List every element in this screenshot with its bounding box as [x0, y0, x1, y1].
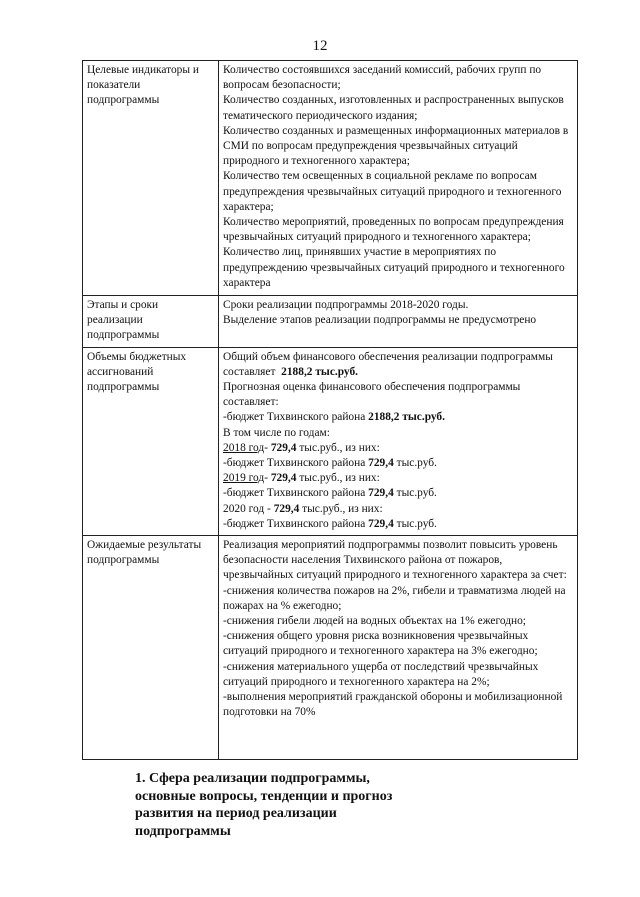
funding-year-budget-amount: 729,4 — [368, 517, 394, 530]
section-heading-line: развития на период реализации — [135, 806, 337, 821]
funding-year-suffix: тыс.руб., из них: — [299, 502, 383, 515]
row-content-stages — [219, 296, 578, 348]
row-content-results — [219, 536, 578, 760]
table-row-stages — [83, 296, 578, 348]
list-item: Количество лиц, принявших участие в мероприятиях по предупреждению чрезвычайных ситуаций природного и техногенного характера — [223, 246, 565, 289]
section-heading-line: подпрограммы — [135, 823, 231, 839]
list-item: Количество мероприятий, проведенных по вопросам предупреждения чрезвычайных ситуаций природного и техногенного характера; — [223, 216, 564, 244]
funding-year-amount: 729,4 — [270, 441, 297, 454]
list-item: Реализация мероприятий подпрограммы позволит повысить уровень безопасности населения Тихвинского района от пожаров, чрезвычайных ситуаций природного и техногенного характера за счет: — [223, 539, 567, 582]
section-heading-line: 1. Сфера реализации подпрограммы, — [135, 771, 370, 786]
funding-year-label: 2018 год — [223, 441, 265, 454]
page-number: 12 — [312, 38, 328, 54]
list-item: Количество тем освещенных в социальной рекламе по вопросам предупреждения чрезвычайных ситуаций природного и техногенного характера; — [223, 170, 562, 213]
list-item: Выделение этапов реализации подпрограммы не предусмотрено — [223, 314, 537, 327]
funding-forecast-text: Прогнозная оценка финансового обеспечения подпрограммы составляет: — [223, 381, 521, 409]
section-heading-line: основные вопросы, тенденции и прогноз — [135, 788, 393, 804]
list-item: Количество созданных, изготовленных и распространенных выпусков тематического периодического издания; — [223, 94, 564, 122]
funding-year-budget-text: -бюджет Тихвинского района — [223, 457, 369, 470]
funding-year-budget-suffix: тыс.руб. — [393, 487, 437, 500]
funding-district-budget-value: 2188,2 тыс.руб. — [368, 411, 445, 424]
list-item: -снижения материального ущерба от последствий чрезвычайных ситуаций природного и техногенного характера на 2%; — [223, 660, 539, 688]
row-label-indicators: Целевые индикаторы и показатели подпрограммы — [83, 61, 219, 296]
funding-year-budget-amount: 729,4 — [368, 487, 394, 500]
funding-total-value: 2188,2 тыс.руб. — [281, 365, 358, 378]
funding-district-budget-text: -бюджет Тихвинского района — [223, 411, 366, 424]
funding-total-text: Общий объем финансового обеспечения реализации подпрограммы составляет — [223, 350, 553, 378]
list-item: Количество созданных и размещенных информационных материалов в СМИ по вопросам предупреждения чрезвычайных ситуаций природного и техногенного характера; — [223, 124, 569, 168]
funding-year-budget-suffix: тыс.руб. — [393, 457, 437, 470]
list-item: -выполнения мероприятий гражданской обороны и мобилизационной подготовки на 70% — [223, 691, 563, 719]
funding-year-amount: 729,4 — [270, 472, 297, 485]
table-row-funding — [83, 347, 578, 535]
list-item: -снижения количества пожаров на 2%, гибели и травматизма людей на пожарах на % ежегодно; — [223, 584, 566, 612]
row-content-indicators — [219, 61, 578, 296]
section-heading — [135, 770, 465, 840]
subprogram-passport-table — [82, 60, 578, 760]
list-item: -снижения гибели людей на водных объектах на 1% ежегодно; — [223, 615, 526, 628]
funding-by-years-text: В том числе по годам: — [223, 426, 330, 439]
funding-year-budget-text: -бюджет Тихвинского района — [223, 517, 369, 530]
funding-year-label: 2019 год — [223, 472, 265, 485]
list-item: Сроки реализации подпрограммы 2018-2020 годы. — [223, 299, 469, 311]
funding-year-amount: 729,4 — [273, 502, 300, 515]
row-label-stages: Этапы и сроки реализации подпрограммы — [83, 296, 219, 348]
funding-year-label: 2020 год — [223, 502, 265, 515]
row-label-funding: Объемы бюджетных ассигнований подпрограммы — [83, 347, 219, 535]
funding-year-suffix: тыс.руб., из них: — [296, 441, 380, 454]
funding-year-budget-text: -бюджет Тихвинского района — [223, 487, 369, 500]
table-row-indicators — [83, 61, 578, 296]
list-item: -снижения общего уровня риска возникновения чрезвычайных ситуаций природного и техногенного характера на 3% ежегодно; — [223, 630, 538, 658]
funding-year-budget-suffix: тыс.руб. — [393, 517, 437, 530]
row-label-results: Ожидаемые результаты подпрограммы — [83, 536, 219, 760]
funding-year-suffix: тыс.руб., из них: — [296, 472, 380, 485]
list-item: Количество состоявшихся заседаний комиссий, рабочих групп по вопросам безопасности; — [223, 64, 542, 92]
table-row-results — [83, 536, 578, 760]
row-content-funding: Общий объем финансового обеспечения реализации подпрограммы составляет 2188,2 тыс.руб. Прогнозная оценка финансового обеспечения подпрограммы составляет: -бюджет Тихвинского района 2188,2 тыс.руб. В том числе по годам: 2018 год- 729,4 тыс.руб., из них: -бюджет Тихвинского района 729,4 тыс.руб. 2019 год- 729,4 тыс.руб., из них: -бюджет Тихвинского района 729,4 тыс.руб. 2020 год - 729,4 тыс.руб., из них: -бюджет Тихвинского района 729,4 тыс.руб. — [219, 347, 578, 535]
funding-year-budget-amount: 729,4 — [368, 457, 394, 470]
